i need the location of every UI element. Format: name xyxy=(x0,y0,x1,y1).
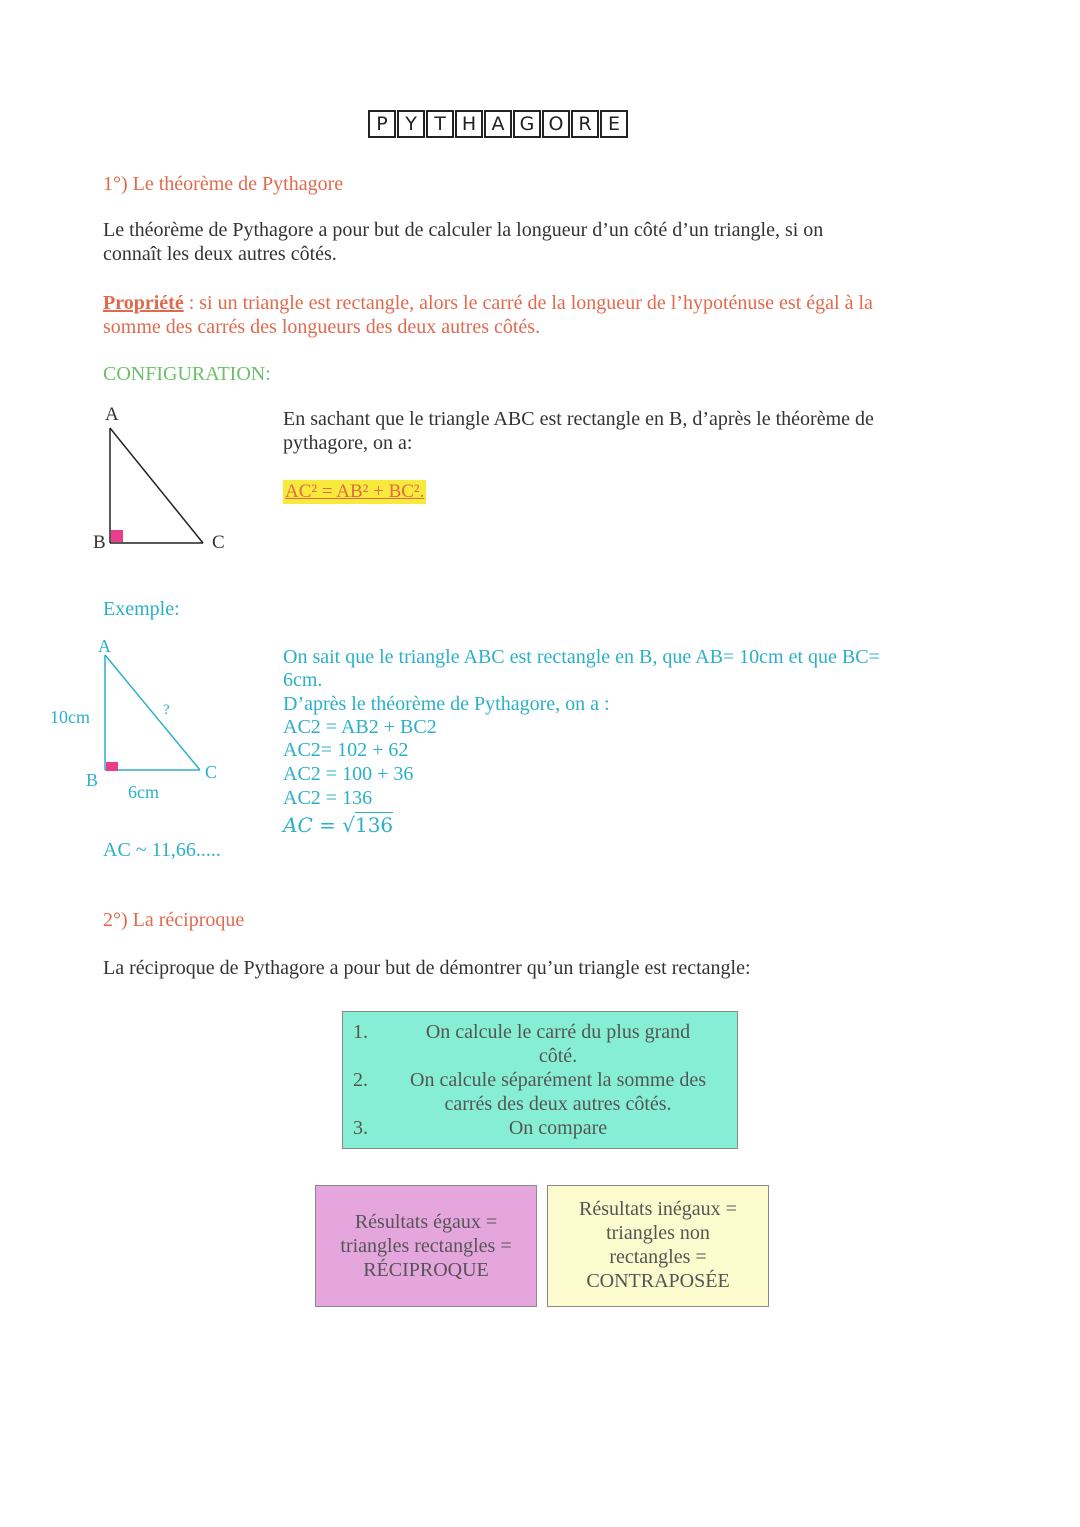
intro-line-2: connaît les deux autres côtés. xyxy=(103,243,337,265)
equal-box-line-1: Résultats égaux = xyxy=(354,1211,498,1233)
title-letter: A xyxy=(484,110,512,138)
step-2-line-1: On calcule séparément la somme des xyxy=(410,1069,706,1091)
sqrt-symbol: √ xyxy=(342,813,355,837)
sqrt-line xyxy=(283,812,393,838)
step-3-number: 3. xyxy=(353,1117,368,1139)
example-result: AC ~ 11,66..... xyxy=(103,839,221,861)
example-vertex-a: A xyxy=(98,636,111,656)
example-vertex-c: C xyxy=(205,762,218,782)
config-vertex-b: B xyxy=(93,532,106,553)
property-text: : si un triangle est rectangle, alors le carré de la longueur de l’hypoténuse est égal à la xyxy=(183,292,873,314)
property-line-2: somme des carrés des longueurs des deux autres côtés. xyxy=(103,316,541,338)
title-letter: E xyxy=(600,110,628,138)
example-line: 6cm. xyxy=(283,669,323,691)
example-vertex-b: B xyxy=(86,770,99,790)
equal-box-line-3: RÉCIPROQUE xyxy=(363,1259,489,1281)
example-line: On sait que le triangle ABC est rectangle en B, que AB= 10cm et que BC= xyxy=(283,646,880,668)
example-side-ac xyxy=(105,655,200,770)
unequal-box-line-2: triangles non xyxy=(606,1222,710,1244)
example-line: AC2 = 100 + 36 xyxy=(283,763,414,785)
step-1-number: 1. xyxy=(353,1021,368,1043)
config-vertex-a: A xyxy=(105,404,119,425)
unequal-box-line-4: CONTRAPOSÉE xyxy=(586,1270,730,1292)
step-2-number: 2. xyxy=(353,1069,368,1091)
equal-results-box xyxy=(315,1185,537,1307)
example-side-bc-label: 6cm xyxy=(128,782,159,802)
config-vertex-c: C xyxy=(212,532,225,553)
example-line: D’après le théorème de Pythagore, on a : xyxy=(283,693,610,715)
example-line: AC2= 102 + 62 xyxy=(283,739,409,761)
config-side-ac xyxy=(110,428,203,543)
sqrt-prefix: AC = xyxy=(283,813,336,837)
configuration-label: CONFIGURATION: xyxy=(103,363,271,385)
title-letter: G xyxy=(513,110,541,138)
unequal-results-box xyxy=(547,1185,769,1307)
section1-heading: 1°) Le théorème de Pythagore xyxy=(103,173,344,195)
config-text-line-2: pythagore, on a: xyxy=(283,432,413,454)
config-right-angle-marker xyxy=(111,530,123,542)
section2-heading: 2°) La réciproque xyxy=(103,909,245,931)
steps-box xyxy=(342,1011,738,1149)
intro-line-1: Le théorème de Pythagore a pour but de calculer la longueur d’un côté d’un triangle, si on xyxy=(103,219,824,241)
property-label: Propriété xyxy=(103,292,184,314)
title-letter: O xyxy=(542,110,570,138)
step-2-line-2: carrés des deux autres côtés. xyxy=(444,1093,672,1115)
property-line-1 xyxy=(103,291,873,315)
equal-box-line-2: triangles rectangles = xyxy=(340,1235,512,1257)
step-1-line-1: On calcule le carré du plus grand xyxy=(425,1021,691,1043)
title-letter: H xyxy=(455,110,483,138)
config-text-line-1: En sachant que le triangle ABC est rectangle en B, d’après le théorème de xyxy=(283,408,874,430)
title-letters xyxy=(368,110,629,138)
section2-intro: La réciproque de Pythagore a pour but de démontrer qu’un triangle est rectangle: xyxy=(103,957,751,979)
step-1-line-2: côté. xyxy=(538,1045,578,1067)
example-line: AC2 = 136 xyxy=(283,787,373,809)
example-side-ab-label: 10cm xyxy=(50,707,90,727)
formula-highlight: AC² = AB² + BC². xyxy=(285,481,425,502)
example-line: AC2 = AB2 + BC2 xyxy=(283,716,437,738)
title-letter: T xyxy=(426,110,454,138)
sqrt-value: 136 xyxy=(354,813,394,837)
unequal-box-line-3: rectangles = xyxy=(609,1246,707,1268)
unequal-box-line-1: Résultats inégaux = xyxy=(579,1198,737,1220)
step-3-line-1: On compare xyxy=(508,1117,608,1139)
title-letter: Y xyxy=(397,110,425,138)
example-side-ac-label: ? xyxy=(163,702,170,718)
example-right-angle-marker xyxy=(106,762,118,771)
title-letter: P xyxy=(368,110,396,138)
title-letter: R xyxy=(571,110,599,138)
example-label: Exemple: xyxy=(103,598,180,620)
